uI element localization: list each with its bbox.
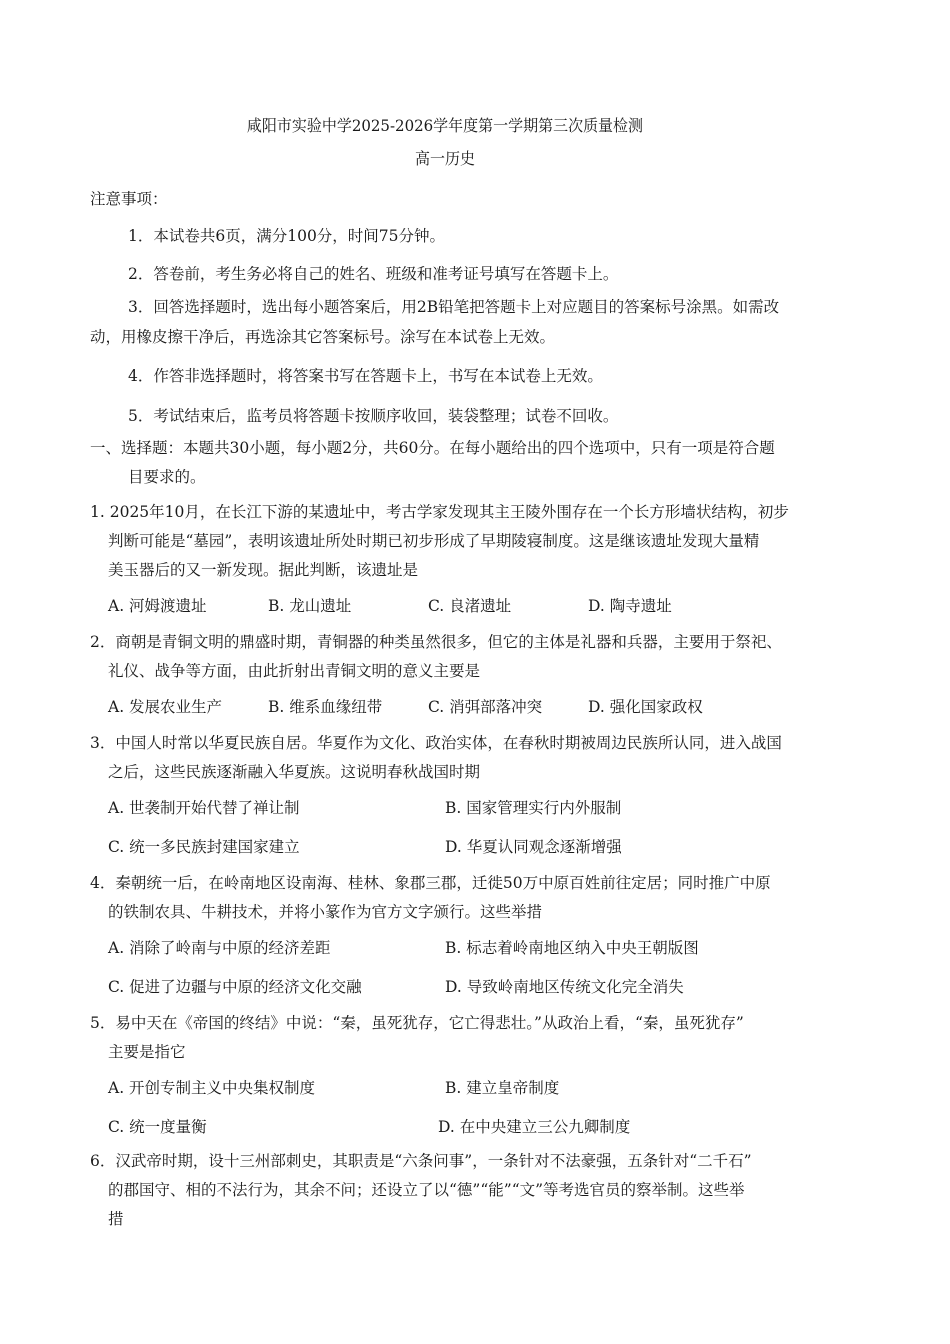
question-4-text: 4．秦朝统一后，在岭南地区设南海、桂林、象郡三郡，迁徙50万中原百姓前往定居；同时推广中原 <box>90 874 771 892</box>
question-2-text: 礼仪、战争等方面，由此折射出青铜文明的意义主要是 <box>108 662 481 680</box>
section-heading: 一、选择题：本题共30小题，每小题2分，共60分。在每小题给出的四个选项中，只有一项是符合题 <box>90 439 775 457</box>
question-5-text: 5．易中天在《帝国的终结》中说：“秦，虽死犹存，它亡得悲壮。”从政治上看，“秦，虽死犹存” <box>90 1014 744 1032</box>
question-4-option-a: A. 消除了岭南与中原的经济差距 <box>108 939 331 957</box>
question-1-text: 判断可能是“墓园”，表明该遗址所处时期已初步形成了早期陵寝制度。这是继该遗址发现大量精 <box>108 532 760 550</box>
question-1-option-d: D. 陶寺遗址 <box>588 597 672 615</box>
question-6-text: 6．汉武帝时期，设十三州部刺史，其职责是“六条问事”，一条针对不法豪强，五条针对“二千石” <box>90 1152 752 1170</box>
question-3-option-d: D. 华夏认同观念逐渐增强 <box>445 838 622 856</box>
exam-subject: 高一历史 <box>414 149 475 168</box>
question-1-option-b: B. 龙山遗址 <box>268 597 352 615</box>
question-6-text: 措 <box>108 1210 124 1228</box>
question-4-option-b: B. 标志着岭南地区纳入中央王朝版图 <box>445 939 699 957</box>
question-4-option-d: D. 导致岭南地区传统文化完全消失 <box>445 978 684 996</box>
question-3-text: 3．中国人时常以华夏民族自居。华夏作为文化、政治实体，在春秋时期被周边民族所认同，进入战国 <box>90 734 782 752</box>
question-3-option-c: C. 统一多民族封建国家建立 <box>108 838 300 856</box>
notice-item: 1．本试卷共6页，满分100分，时间75分钟。 <box>128 227 446 245</box>
section-heading-cont: 目要求的。 <box>128 468 206 486</box>
exam-title: 咸阳市实验中学2025-2026学年度第一学期第三次质量检测 <box>246 116 644 135</box>
question-5-option-b: B. 建立皇帝制度 <box>445 1079 560 1097</box>
question-2-text: 2．商朝是青铜文明的鼎盛时期，青铜器的种类虽然很多，但它的主体是礼器和兵器，主要用于祭祀、 <box>90 633 782 651</box>
question-5-option-a: A. 开创专制主义中央集权制度 <box>108 1079 316 1097</box>
question-2-option-c: C. 消弭部落冲突 <box>428 698 543 716</box>
question-3-option-b: B. 国家管理实行内外服制 <box>445 799 622 817</box>
question-3-option-a: A. 世袭制开始代替了禅让制 <box>108 799 300 817</box>
question-6-text: 的郡国守、相的不法行为，其余不问；还设立了以“德”“能”“文”等考选官员的察举制。这些举 <box>108 1181 745 1199</box>
notice-item: 3．回答选择题时，选出每小题答案后，用2B铅笔把答题卡上对应题目的答案标号涂黑。如需改 <box>128 298 780 316</box>
question-5-option-c: C. 统一度量衡 <box>108 1118 207 1136</box>
question-4-text: 的铁制农具、牛耕技术，并将小篆作为官方文字颁行。这些举措 <box>108 903 543 921</box>
question-3-text: 之后，这些民族逐渐融入华夏族。这说明春秋战国时期 <box>108 763 481 781</box>
question-4-option-c: C. 促进了边疆与中原的经济文化交融 <box>108 978 362 996</box>
notice-item: 4．作答非选择题时，将答案书写在答题卡上，书写在本试卷上无效。 <box>128 367 603 385</box>
notice-item: 5．考试结束后，监考员将答题卡按顺序收回，装袋整理；试卷不回收。 <box>128 407 619 425</box>
notice-item: 2．答卷前，考生务必将自己的姓名、班级和准考证号填写在答题卡上。 <box>128 265 619 283</box>
question-1-text: 美玉器后的又一新发现。据此判断，该遗址是 <box>108 561 419 579</box>
question-1-option-a: A. 河姆渡遗址 <box>108 597 207 615</box>
question-1-text: 1. 2025年10月，在长江下游的某遗址中，考古学家发现其主王陵外围存在一个长方形墙状结构，初步 <box>90 503 789 521</box>
notice-heading: 注意事项： <box>90 190 168 208</box>
question-2-option-b: B. 维系血缘纽带 <box>268 698 383 716</box>
notice-item: 动，用橡皮擦干净后，再选涂其它答案标号。涂写在本试卷上无效。 <box>90 328 556 346</box>
question-2-option-a: A. 发展农业生产 <box>108 698 223 716</box>
question-2-option-d: D. 强化国家政权 <box>588 698 703 716</box>
question-1-option-c: C. 良渚遗址 <box>428 597 512 615</box>
question-5-option-d: D. 在中央建立三公九卿制度 <box>438 1118 631 1136</box>
question-5-text: 主要是指它 <box>108 1043 186 1061</box>
